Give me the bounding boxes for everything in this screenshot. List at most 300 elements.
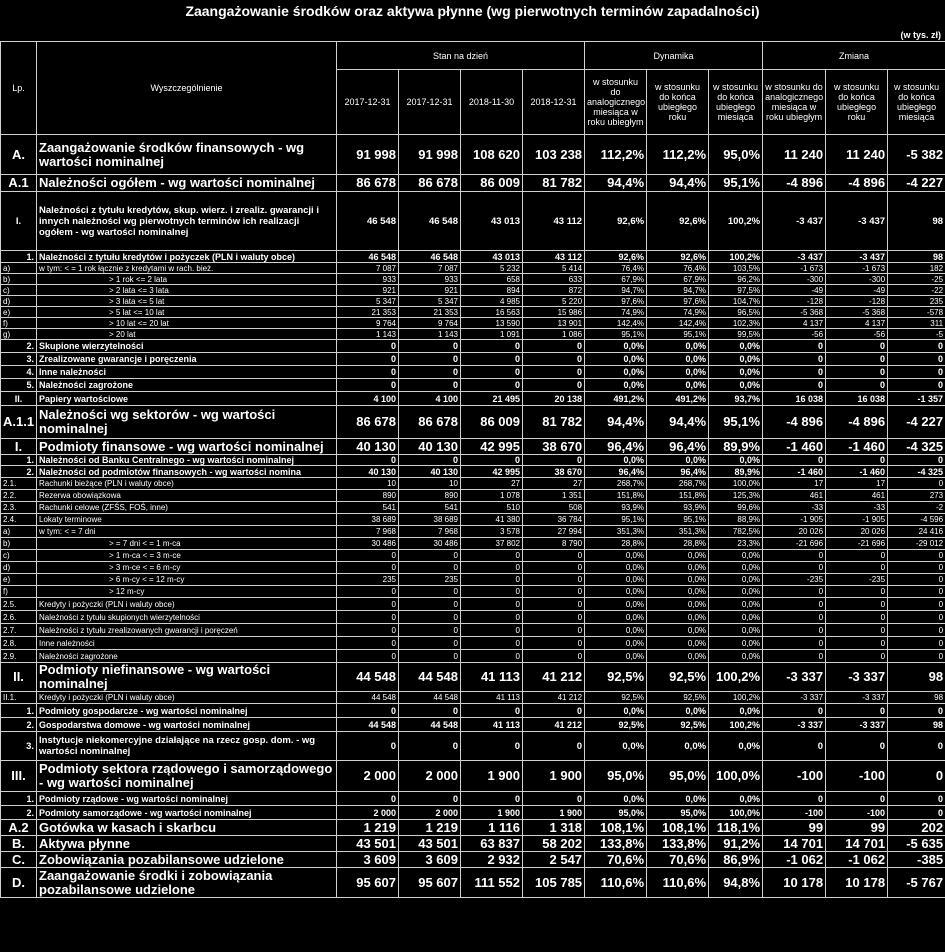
row-value: 0,0% xyxy=(709,598,763,611)
row-value: 0,0% xyxy=(647,379,709,392)
row-value: 46 548 xyxy=(399,251,461,263)
header-description: Wyszczególnienie xyxy=(37,42,337,135)
row-value: 95,1% xyxy=(709,406,763,439)
row-value: 0,0% xyxy=(585,455,647,466)
row-description: > 1 rok <= 2 lata xyxy=(37,274,337,285)
row-description: Rachunki celowe (ZFŚS, FOŚ, inne) xyxy=(37,502,337,514)
row-value: -300 xyxy=(826,274,888,285)
table-row xyxy=(1,611,945,624)
row-value: 0,0% xyxy=(647,574,709,586)
row-value: 21 353 xyxy=(337,307,399,318)
row-value: 99 xyxy=(763,820,826,836)
row-value: -3 337 xyxy=(826,718,888,732)
row-description: > 3 lata <= 5 lat xyxy=(37,296,337,307)
row-value: 0,0% xyxy=(585,637,647,650)
row-value: 94,7% xyxy=(585,285,647,296)
row-lp: 2.9. xyxy=(1,650,37,663)
row-lp: 3. xyxy=(1,732,37,761)
row-value: 0 xyxy=(888,792,945,806)
row-value: 0 xyxy=(337,366,399,379)
row-lp: A.1.1 xyxy=(1,406,37,439)
row-value: 100,2% xyxy=(709,192,763,251)
row-value: 0,0% xyxy=(585,624,647,637)
row-value: 508 xyxy=(523,502,585,514)
row-value: 921 xyxy=(399,285,461,296)
row-value: 1 078 xyxy=(461,490,523,502)
row-value: 96,2% xyxy=(709,274,763,285)
table-row xyxy=(1,192,945,251)
row-value: 5 232 xyxy=(461,263,523,274)
row-value: -1 357 xyxy=(888,392,945,406)
row-lp: d) xyxy=(1,562,37,574)
row-value: -3 337 xyxy=(763,692,826,704)
row-lp: III. xyxy=(1,761,37,792)
row-value: 133,8% xyxy=(647,836,709,852)
row-description: Podmioty finansowe - wg wartości nominalnej xyxy=(37,439,337,455)
row-value: 92,5% xyxy=(585,663,647,692)
row-value: 111 552 xyxy=(461,868,523,898)
row-value: 28,8% xyxy=(647,538,709,550)
row-value: 1 318 xyxy=(523,820,585,836)
row-value: 0 xyxy=(337,340,399,353)
row-value: 0,0% xyxy=(709,732,763,761)
row-description: Inne należności xyxy=(37,366,337,379)
row-value: 1 086 xyxy=(523,329,585,340)
table-row xyxy=(1,852,945,868)
row-value: 0 xyxy=(523,650,585,663)
row-value: 92,5% xyxy=(585,718,647,732)
row-description: Podmioty gospodarcze - wg wartości nominalnej xyxy=(37,704,337,718)
row-value: 17 xyxy=(763,478,826,490)
row-value: 541 xyxy=(399,502,461,514)
header-date: 2018-11-30 xyxy=(461,70,523,135)
row-description: Gospodarstwa domowe - wg wartości nominalnej xyxy=(37,718,337,732)
row-value: 0 xyxy=(337,353,399,366)
row-value: 202 xyxy=(888,820,945,836)
row-description: Należności z tytułu zrealizowanych gwarancji i poręczeń xyxy=(37,624,337,637)
table-row xyxy=(1,285,945,296)
row-value: 2 547 xyxy=(523,852,585,868)
row-value: 91,2% xyxy=(709,836,763,852)
row-value: 110,6% xyxy=(647,868,709,898)
row-value: 0 xyxy=(763,353,826,366)
row-value: 0 xyxy=(523,562,585,574)
row-value: 0 xyxy=(763,366,826,379)
row-value: 10 xyxy=(337,478,399,490)
row-value: 2 000 xyxy=(337,761,399,792)
row-value: 0 xyxy=(888,550,945,562)
row-value: 0 xyxy=(523,732,585,761)
row-value: 44 548 xyxy=(399,692,461,704)
row-value: 0 xyxy=(888,379,945,392)
row-value: 41 212 xyxy=(523,692,585,704)
row-value: 0,0% xyxy=(585,562,647,574)
table-row xyxy=(1,550,945,562)
row-value: 108,1% xyxy=(647,820,709,836)
row-value: 0 xyxy=(337,455,399,466)
row-value: 0 xyxy=(461,562,523,574)
liquidity-table xyxy=(0,41,945,898)
row-value: 0 xyxy=(763,637,826,650)
row-value: 0 xyxy=(888,340,945,353)
row-value: 0 xyxy=(399,611,461,624)
row-lp: 1. xyxy=(1,704,37,718)
row-value: 0 xyxy=(763,624,826,637)
row-value: 70,6% xyxy=(585,852,647,868)
row-value: 20 026 xyxy=(763,526,826,538)
row-value: 3 609 xyxy=(337,852,399,868)
row-value: 118,1% xyxy=(709,820,763,836)
table-row xyxy=(1,340,945,353)
table-row xyxy=(1,836,945,852)
row-description: Podmioty niefinansowe - wg wartości nominalnej xyxy=(37,663,337,692)
row-value: -128 xyxy=(763,296,826,307)
row-description: > 10 lat <= 20 lat xyxy=(37,318,337,329)
row-value: 0,0% xyxy=(709,562,763,574)
row-value: 43 013 xyxy=(461,251,523,263)
row-value: 5 347 xyxy=(399,296,461,307)
row-value: 0 xyxy=(888,353,945,366)
row-value: 0 xyxy=(461,611,523,624)
row-value: 491,2% xyxy=(647,392,709,406)
row-value: 40 130 xyxy=(337,439,399,455)
row-value: 0,0% xyxy=(647,340,709,353)
table-row xyxy=(1,439,945,455)
table-body xyxy=(1,135,945,898)
row-value: 93,9% xyxy=(585,502,647,514)
row-lp: 2.6. xyxy=(1,611,37,624)
row-value: 42 995 xyxy=(461,466,523,478)
row-value: 93,9% xyxy=(647,502,709,514)
row-value: 0,0% xyxy=(709,455,763,466)
row-value: 268,7% xyxy=(585,478,647,490)
row-value: 98 xyxy=(888,718,945,732)
header-group-stan: Stan na dzień xyxy=(337,42,585,70)
row-lp: D. xyxy=(1,868,37,898)
table-row xyxy=(1,806,945,820)
row-description: Podmioty samorządowe - wg wartości nominalnej xyxy=(37,806,337,820)
row-value: 0 xyxy=(337,650,399,663)
row-value: 1 900 xyxy=(461,761,523,792)
row-value: 17 xyxy=(826,478,888,490)
row-value: 20 138 xyxy=(523,392,585,406)
row-description: Zaangażowanie środki i zobowiązania pozabilansowe udzielone xyxy=(37,868,337,898)
row-value: 16 563 xyxy=(461,307,523,318)
row-value: -3 337 xyxy=(826,663,888,692)
row-value: 86 678 xyxy=(337,175,399,192)
row-value: 103 238 xyxy=(523,135,585,175)
row-value: 58 202 xyxy=(523,836,585,852)
row-value: 0 xyxy=(763,611,826,624)
row-value: 92,6% xyxy=(585,192,647,251)
row-value: 0 xyxy=(399,562,461,574)
row-description: Gotówka w kasach i skarbcu xyxy=(37,820,337,836)
row-value: 0 xyxy=(461,379,523,392)
row-value: 0 xyxy=(763,650,826,663)
row-lp: II. xyxy=(1,663,37,692)
row-value: 0,0% xyxy=(585,550,647,562)
row-value: 38 689 xyxy=(399,514,461,526)
row-value: 89,9% xyxy=(709,466,763,478)
row-description: w tym: < = 7 dni xyxy=(37,526,337,538)
row-value: -3 337 xyxy=(826,692,888,704)
table-row xyxy=(1,792,945,806)
row-value: -1 673 xyxy=(826,263,888,274)
row-value: 63 837 xyxy=(461,836,523,852)
row-value: -5 368 xyxy=(763,307,826,318)
row-value: -1 905 xyxy=(826,514,888,526)
row-value: 0 xyxy=(523,574,585,586)
row-value: -5 635 xyxy=(888,836,945,852)
row-value: 0 xyxy=(399,455,461,466)
row-value: 0,0% xyxy=(585,611,647,624)
row-value: 36 784 xyxy=(523,514,585,526)
row-value: 0 xyxy=(337,562,399,574)
row-value: 0 xyxy=(826,586,888,598)
row-value: 0 xyxy=(763,340,826,353)
row-description: > = 7 dni < = 1 m-ca xyxy=(37,538,337,550)
row-description: Podmioty sektora rządowego i samorządowego - wg wartości nominalnej xyxy=(37,761,337,792)
row-value: 11 240 xyxy=(826,135,888,175)
row-lp: 2.3. xyxy=(1,502,37,514)
row-value: 95,0% xyxy=(709,135,763,175)
row-lp: b) xyxy=(1,538,37,550)
row-value: 0 xyxy=(337,732,399,761)
row-value: 0 xyxy=(826,611,888,624)
row-lp: I. xyxy=(1,192,37,251)
row-value: 235 xyxy=(337,574,399,586)
row-value: 0 xyxy=(461,624,523,637)
header-date: 2017-12-31 xyxy=(337,70,399,135)
row-value: 86 678 xyxy=(399,406,461,439)
row-lp: f) xyxy=(1,318,37,329)
row-value: 102,3% xyxy=(709,318,763,329)
row-description: Podmioty rządowe - wg wartości nominalnej xyxy=(37,792,337,806)
row-lp: 2. xyxy=(1,718,37,732)
row-value: 15 986 xyxy=(523,307,585,318)
row-value: 0 xyxy=(763,704,826,718)
row-lp: B. xyxy=(1,836,37,852)
row-value: 0,0% xyxy=(585,574,647,586)
row-lp: a) xyxy=(1,263,37,274)
row-value: -25 xyxy=(888,274,945,285)
row-value: 92,6% xyxy=(647,251,709,263)
row-value: 0 xyxy=(399,637,461,650)
row-value: 0 xyxy=(337,611,399,624)
row-value: 0 xyxy=(399,704,461,718)
row-value: 0,0% xyxy=(647,586,709,598)
row-value: 933 xyxy=(399,274,461,285)
row-value: -3 437 xyxy=(763,192,826,251)
row-value: 0 xyxy=(337,704,399,718)
row-lp: g) xyxy=(1,329,37,340)
row-value: 0,0% xyxy=(647,732,709,761)
row-value: 1 900 xyxy=(523,761,585,792)
table-row xyxy=(1,307,945,318)
row-value: 0 xyxy=(461,455,523,466)
row-value: 0,0% xyxy=(647,650,709,663)
row-value: 97,6% xyxy=(647,296,709,307)
row-lp: d) xyxy=(1,296,37,307)
row-value: 0 xyxy=(523,340,585,353)
row-value: -49 xyxy=(826,285,888,296)
row-description: Instytucje niekomercyjne działające na rzecz gosp. dom. - wg wartości nominalnej xyxy=(37,732,337,761)
row-value: 351,3% xyxy=(585,526,647,538)
row-value: 2 932 xyxy=(461,852,523,868)
row-value: -3 337 xyxy=(763,663,826,692)
row-value: -56 xyxy=(763,329,826,340)
row-value: 0 xyxy=(826,366,888,379)
row-value: 0 xyxy=(888,562,945,574)
row-value: 38 670 xyxy=(523,439,585,455)
row-value: 0,0% xyxy=(647,624,709,637)
row-value: 0 xyxy=(461,366,523,379)
row-lp: 4. xyxy=(1,366,37,379)
row-value: 112,2% xyxy=(585,135,647,175)
unit-label: (w tys. zł) xyxy=(900,30,941,40)
row-lp: 5. xyxy=(1,379,37,392)
row-value: 151,8% xyxy=(585,490,647,502)
row-value: 0,0% xyxy=(585,366,647,379)
row-description: Aktywa płynne xyxy=(37,836,337,852)
row-value: 94,4% xyxy=(647,406,709,439)
row-value: 0 xyxy=(888,366,945,379)
table-row xyxy=(1,135,945,175)
row-value: 0 xyxy=(888,806,945,820)
row-value: 37 802 xyxy=(461,538,523,550)
row-description: Należności zagrożone xyxy=(37,379,337,392)
row-value: 872 xyxy=(523,285,585,296)
row-value: 0,0% xyxy=(709,624,763,637)
row-value: 0 xyxy=(888,598,945,611)
row-value: -4 325 xyxy=(888,466,945,478)
row-value: -128 xyxy=(826,296,888,307)
row-value: 0,0% xyxy=(585,598,647,611)
header-lp: Lp. xyxy=(1,42,37,135)
row-value: 40 130 xyxy=(399,466,461,478)
row-lp: 2.2. xyxy=(1,490,37,502)
table-row xyxy=(1,502,945,514)
row-value: 0 xyxy=(826,792,888,806)
row-value: 100,2% xyxy=(709,663,763,692)
row-value: 97,6% xyxy=(585,296,647,307)
row-value: 0,0% xyxy=(585,353,647,366)
row-value: 96,5% xyxy=(709,307,763,318)
row-value: 28,8% xyxy=(585,538,647,550)
row-value: 4 137 xyxy=(826,318,888,329)
row-value: -1 673 xyxy=(763,263,826,274)
row-value: 0 xyxy=(399,586,461,598)
row-lp: I. xyxy=(1,439,37,455)
row-value: 100,0% xyxy=(709,761,763,792)
row-value: 235 xyxy=(399,574,461,586)
row-lp: 1. xyxy=(1,251,37,263)
row-value: 0 xyxy=(826,598,888,611)
row-value: 0 xyxy=(399,624,461,637)
row-value: 74,9% xyxy=(647,307,709,318)
row-value: -1 062 xyxy=(763,852,826,868)
row-value: 0,0% xyxy=(709,379,763,392)
row-value: 2 000 xyxy=(399,806,461,820)
row-value: 110,6% xyxy=(585,868,647,898)
table-row xyxy=(1,296,945,307)
row-value: 0,0% xyxy=(585,340,647,353)
row-value: 0 xyxy=(523,624,585,637)
row-value: 27 994 xyxy=(523,526,585,538)
row-value: -3 337 xyxy=(763,718,826,732)
row-value: 1 351 xyxy=(523,490,585,502)
row-value: 461 xyxy=(826,490,888,502)
row-description: Zobowiązania pozabilansowe udzielone xyxy=(37,852,337,868)
row-value: 0 xyxy=(888,624,945,637)
row-value: 0 xyxy=(523,792,585,806)
row-value: 0,0% xyxy=(647,455,709,466)
header-group-zmiana: Zmiana xyxy=(763,42,945,70)
row-value: 0 xyxy=(399,550,461,562)
table-row xyxy=(1,466,945,478)
row-value: 0,0% xyxy=(647,792,709,806)
row-value: 98 xyxy=(888,692,945,704)
row-value: 133,8% xyxy=(585,836,647,852)
row-value: 30 486 xyxy=(399,538,461,550)
row-value: -5 767 xyxy=(888,868,945,898)
row-lp: a) xyxy=(1,526,37,538)
row-value: 0 xyxy=(523,611,585,624)
row-value: 933 xyxy=(337,274,399,285)
row-value: 98 xyxy=(888,663,945,692)
row-value: 24 416 xyxy=(888,526,945,538)
row-value: 95,1% xyxy=(647,329,709,340)
row-description: Lokaty terminowe xyxy=(37,514,337,526)
row-description: Zrealizowane gwarancje i poręczenia xyxy=(37,353,337,366)
row-value: 0 xyxy=(461,637,523,650)
row-value: 13 901 xyxy=(523,318,585,329)
row-value: 44 548 xyxy=(399,718,461,732)
row-value: 0,0% xyxy=(647,562,709,574)
row-value: -4 227 xyxy=(888,406,945,439)
row-value: 46 548 xyxy=(337,251,399,263)
table-row xyxy=(1,692,945,704)
row-value: 1 091 xyxy=(461,329,523,340)
row-value: 108,1% xyxy=(585,820,647,836)
table-row xyxy=(1,820,945,836)
row-value: 4 100 xyxy=(337,392,399,406)
row-value: 3 578 xyxy=(461,526,523,538)
row-description: Należności z tytułu kredytów, skup. wierz. i zrealiz. gwarancji i innych należności wg pierwotnych terminów ich realizacji ogółem - wg wartości nominalnej xyxy=(37,192,337,251)
row-value: 108 620 xyxy=(461,135,523,175)
row-value: 0 xyxy=(888,761,945,792)
table-row xyxy=(1,366,945,379)
row-value: 0,0% xyxy=(585,704,647,718)
row-lp: 2.5. xyxy=(1,598,37,611)
row-value: 86,9% xyxy=(709,852,763,868)
row-value: 0 xyxy=(826,379,888,392)
row-value: -578 xyxy=(888,307,945,318)
row-value: 0 xyxy=(523,455,585,466)
header-dynamika-col: w stosunku do końca ubiegłego miesiąca xyxy=(709,70,763,135)
row-value: 0 xyxy=(337,637,399,650)
row-value: -2 xyxy=(888,502,945,514)
row-value: 92,5% xyxy=(647,692,709,704)
row-lp: e) xyxy=(1,307,37,318)
row-value: 268,7% xyxy=(647,478,709,490)
row-value: 74,9% xyxy=(585,307,647,318)
row-value: 0,0% xyxy=(709,792,763,806)
row-value: 0,0% xyxy=(585,379,647,392)
row-value: 0,0% xyxy=(585,732,647,761)
table-row xyxy=(1,663,945,692)
row-description: Należności z tytułu skupionych wierzytelności xyxy=(37,611,337,624)
